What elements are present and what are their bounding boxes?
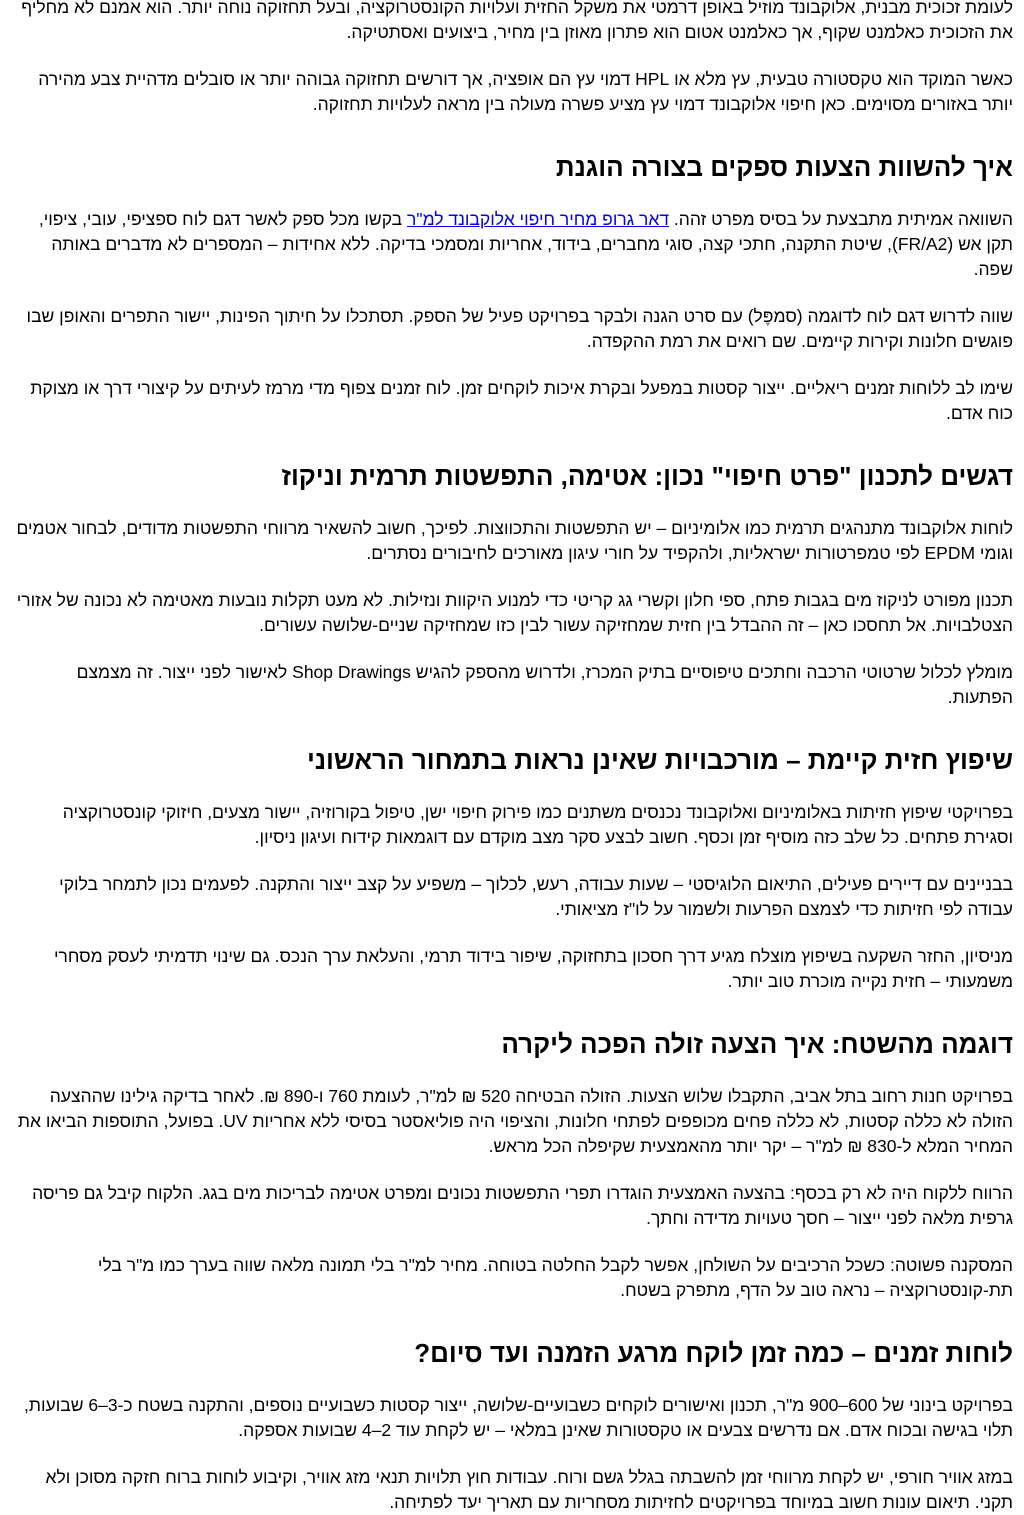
section-5-paragraph-2: במזג אוויר חורפי, יש לקחת מרווחי זמן להשבתה בגלל גשם ורוח. עבודות חוץ תלויות תנאי מזג אוויר, וקיבוע לוחות ברוח חזקה מסוכן ולא תקני. תיאום עונות חשוב במיוחד בפרויקטים לחזיתות מסחריות עם תאריך יעד לפתיחה. (45, 1467, 1013, 1512)
section-3-paragraph-1: בפרויקטי שיפוץ חזיתות באלומיניום ואלוקבונד נכנסים משתנים כמו פירוק חיפוי ישן, טיפול בקורוזיה, יישור מצעים, חיזוקי קונסטרוקציה וסגירת פתחים. כל שלב כזה מוסיף זמן וכסף. חשוב לבצע סקר מצב מוקדם עם דוגמאות קידוח ועיגון ניסיון. (62, 802, 1013, 847)
section-1-paragraph-1-before: השוואה אמיתית מתבצעת על בסיס מפרט זהה. (669, 209, 1013, 229)
section-heading-detail-planning: דגשים לתכנון "פרט חיפוי" נכון: אטימה, התפשטות תרמית וניקוז (281, 461, 1013, 491)
section-4-paragraph-3: המסקנה פשוטה: כשכל הרכיבים על השולחן, אפשר לקבל החלטה בטוחה. מחיר למ"ר בלי תמונה מלאה שווה בערך כמו מ"ר בלי תת-קונסטרוקציה – נראה טוב על הדף, מתפרק בשטח. (97, 1255, 1013, 1300)
intro-paragraph-1: לעומת זכוכית מבנית, אלוקבונד מוזיל באופן דרמטי את משקל החזית ועלויות הקונסטרוקציה, ובעל תחזוקה נוחה יותר. הוא אמנם לא מחליף את הזכוכית כאלמנט שקוף, אך כאלמנט אטום הוא פתרון מאוזן בין מחיר, ביצועים ואסתטיקה. (21, 0, 1013, 42)
intro-paragraph-2: כאשר המוקד הוא טקסטורה טבעית, עץ מלא או HPL דמוי עץ הם אופציה, אך דורשים תחזוקה גבוהה יותר או סובלים מדהיית צבע מהירה יותר באזורים מסוימים. כאן חיפוי אלוקבונד דמוי עץ מציע פשרה מעולה בין מראה לעלויות תחזוקה. (38, 69, 1013, 114)
section-heading-compare-offers: איך להשוות הצעות ספקים בצורה הוגנת (555, 152, 1013, 182)
section-1-paragraph-1-after: בקשו מכל ספק לאשר דגם לוח ספציפי, עובי, ציפוי, תקן אש (FR/A2), שיטת התקנה, חתכי קצה, סוגי מחברים, בידוד, אחריות ומסמכי בדיקה. ללא אחידות – המספרים לא מדברים באותה שפה. (38, 209, 1013, 279)
section-4-paragraph-2: הרווח ללקוח היה לא רק בכסף: בהצעה האמצעית הוגדרו תפרי התפשטות נכונים ומפרט אטימה לבריכות מים בגג. הלקוח קיבל גם פריסה גרפית מלאה לפני ייצור – חסך טעויות מדידה וחתך. (32, 1183, 1013, 1228)
section-3-paragraph-3: מניסיון, החזר השקעה בשיפוץ מוצלח מגיע דרך חסכון בתחזוקה, שיפור בידוד תרמי, והעלאת ערך הנכס. גם שינוי תדמיתי לעסק מסחרי משמעותי – חזית נקייה מוכרת טוב יותר. (53, 946, 1013, 991)
section-2-paragraph-2: תכנון מפורט לניקוז מים בגבות פתח, ספי חלון וקשרי גג קריטי כדי למנוע היקוות ונזילות. לא מעט תקלות נובעות מאטימה לא נכונה של אזורי הצטלבויות. אל תחסכו כאן – זה ההבדל בין חזית שמחזיקה עשור לבין כזו שמחזיקה שניים-שלושה עשורים. (16, 590, 1013, 635)
section-heading-facade-renovation: שיפוץ חזית קיימת – מורכבויות שאינן נראות בתמחור הראשוני (307, 745, 1013, 775)
section-heading-field-example: דוגמה מהשטח: איך הצעה זולה הפכה ליקרה (501, 1029, 1013, 1059)
section-1-paragraph-3: שימו לב ללוחות זמנים ריאליים. ייצור קסטות במפעל ובקרת איכות לוקחים זמן. לוח זמנים צפוף מדי מרמז לעיתים על קיצורי דרך או מצוקת כוח אדם. (30, 378, 1013, 423)
section-2-paragraph-3: מומלץ לכלול שרטוטי הרכבה וחתכים טיפוסיים בתיק המכרז, ולדרוש מהספק להגיש Shop Drawings לאישור לפני ייצור. זה מצמצם הפתעות. (76, 662, 1013, 707)
section-1-paragraph-1 (10, 207, 1013, 282)
section-3-paragraph-2: בבניינים עם דיירים פעילים, התיאום הלוגיסטי – שעות עבודה, רעש, לכלוך – משפיע על קצב ייצור והתקנה. לפעמים נכון לתמחר בלוקי עבודה לפי חזיתות כדי לצמצם הפרעות ולשמור על לו"ז מציאותי. (59, 874, 1013, 919)
section-4-paragraph-1: בפרויקט חנות רחוב בתל אביב, התקבלו שלוש הצעות. הזולה הבטיחה 520 ₪ למ"ר, לעומת 760 ו-890 ₪. לאחר בדיקה גילינו שההצעה הזולה לא כללה קסטות, לא כללה פחים מכופפים לפתחי חלונות, והציפוי היה פוליאסטר בסיסי ללא אחריות UV. בפועל, התוספות הביאו את המחיר המלא ל-830 ₪ למ"ר – יקר יותר מהאמצעית שקיפלה הכל מראש. (17, 1086, 1013, 1156)
section-5-paragraph-1: בפרויקט בינוני של 600–900 מ"ר, תכנון ואישורים לוקחים כשבועיים-שלושה, ייצור קסטות כשבועיים נוספים, והתקנה בשטח כ-3–6 שבועות, תלוי בגישה ובכוח אדם. אם נדרשים צבעים או טקסטורות שאינן במלאי – יש לקחת עוד 2–4 שבועות אספקה. (24, 1395, 1013, 1440)
section-heading-timelines: לוחות זמנים – כמה זמן לוקח מרגע הזמנה ועד סיום? (414, 1338, 1013, 1368)
price-link[interactable]: דאר גרופ מחיר חיפוי אלוקבונד למ"ר (407, 209, 670, 229)
section-2-paragraph-1: לוחות אלוקבונד מתנהגים תרמית כמו אלומיניום – יש התפשטות והתכווצות. לפיכך, חשוב להשאיר מרווחי התפשטות מדודים, לבחור אטמים וגומי EPDM לפי טמפרטורות ישראליות, ולהקפיד על חורי עיגון מאורכים לחיבורים נסתרים. (16, 518, 1013, 563)
section-1-paragraph-2: שווה לדרוש דגם לוח לדוגמה (סמפֶּל) עם סרט הגנה ולבקר בפרויקט פעיל של הספק. תסתכלו על חיתוך הפינות, יישור התפרים והאופן שבו פוגשים חלונות וקירות קיימים. שם רואים את רמת ההקפדה. (26, 306, 1013, 351)
